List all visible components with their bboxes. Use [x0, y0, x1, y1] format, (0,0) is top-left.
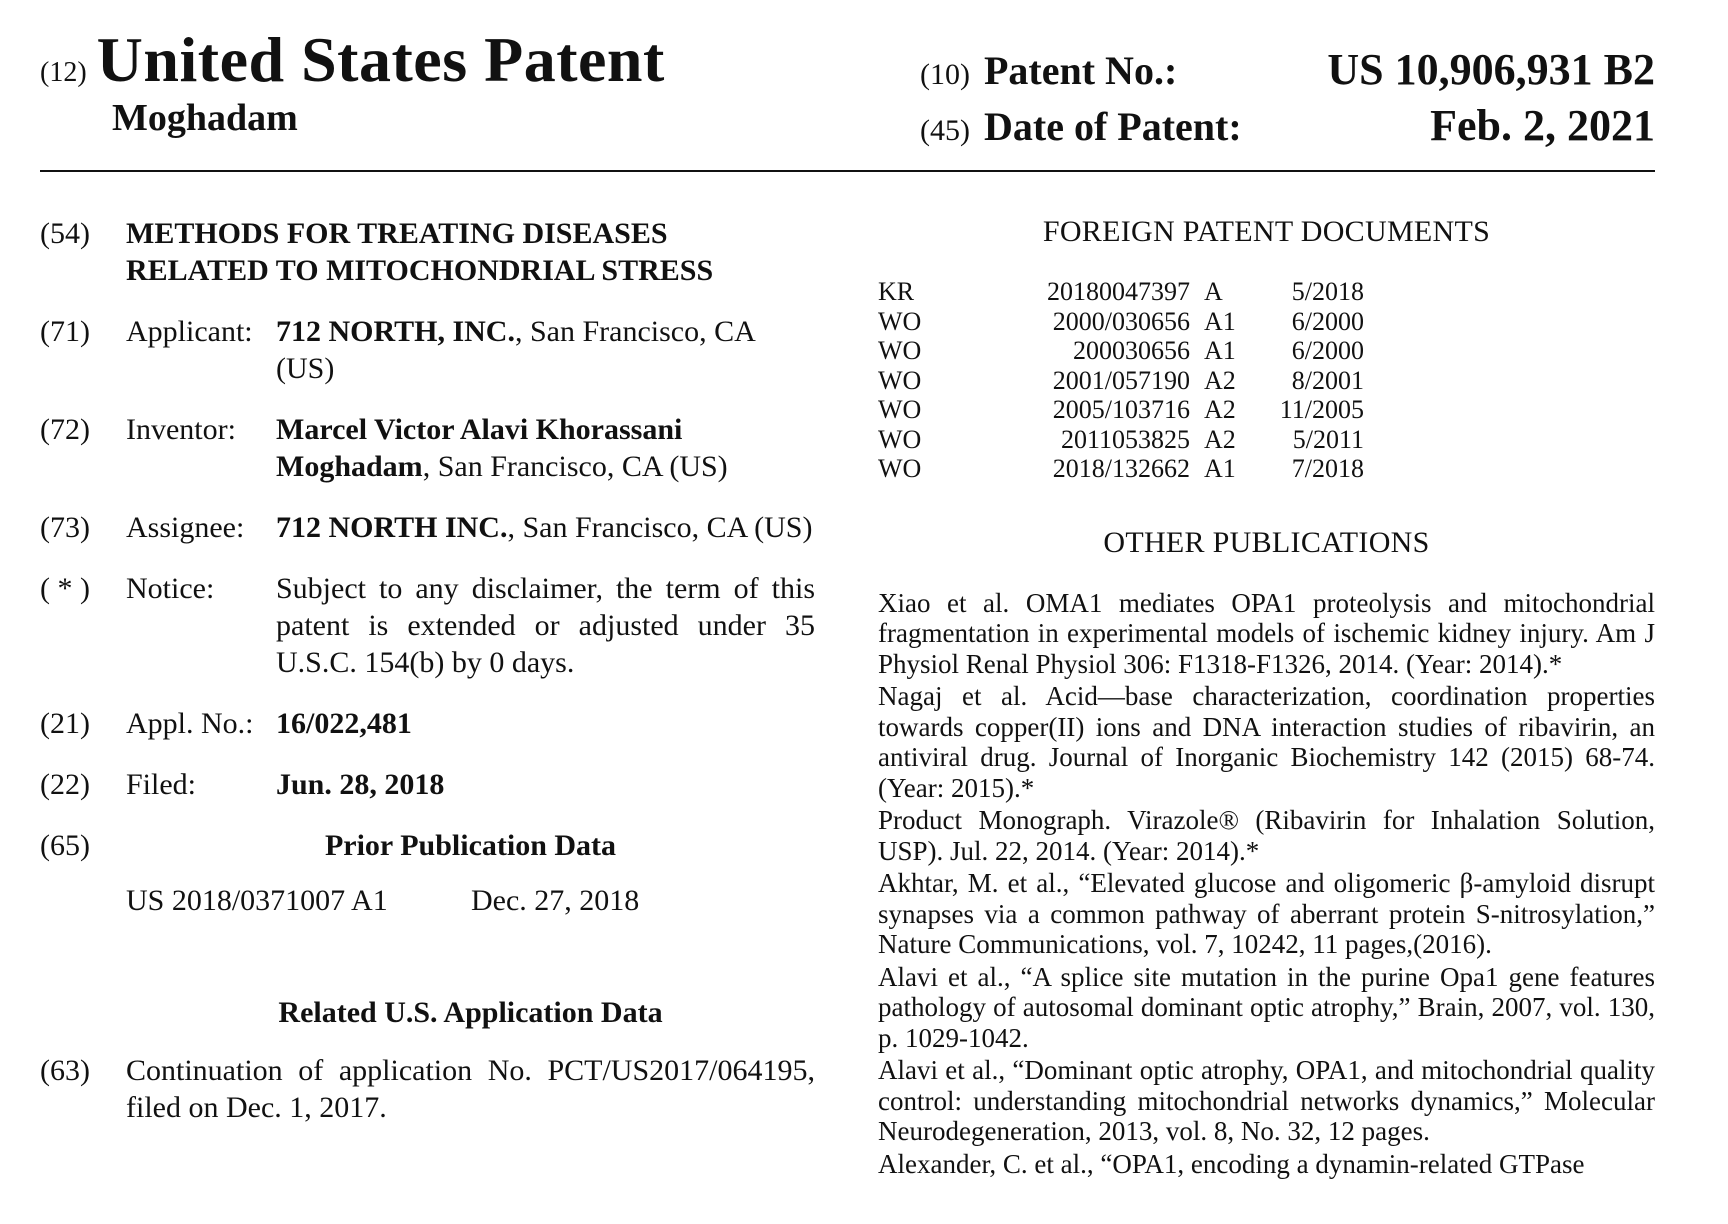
foreign-document-row [878, 277, 1655, 307]
field-label: Notice: [126, 572, 215, 605]
document-number: 2005/103716 [1052, 395, 1190, 424]
inventor-location: , San Francisco, CA (US) [422, 450, 728, 483]
document-country: WO [878, 336, 922, 365]
applicant-name: 712 NORTH, INC. [276, 315, 515, 348]
other-publications-list [878, 588, 1655, 1180]
field-code: (65) [40, 829, 90, 862]
field-code: (54) [40, 217, 90, 250]
assignee-field [40, 509, 815, 546]
field-code: (73) [40, 511, 90, 544]
header-divider [40, 170, 1655, 172]
document-kind: A1 [1204, 454, 1236, 483]
document-country: WO [878, 424, 922, 454]
document-kind: A1 [1204, 336, 1236, 365]
assignee-name: 712 NORTH INC. [276, 511, 508, 544]
notice-field [40, 570, 815, 681]
applicant-location: , San Francisco, CA (US) [276, 315, 755, 385]
continuation-text: Continuation of application No. PCT/US2017/064195, filed on Dec. 1, 2017. [126, 1054, 815, 1124]
document-number: 200030656 [1073, 336, 1190, 365]
document-number: 2000/030656 [1052, 306, 1190, 336]
document-country: WO [878, 306, 922, 336]
foreign-document-row [878, 425, 1655, 455]
foreign-patent-documents-heading: FOREIGN PATENT DOCUMENTS [1042, 215, 1491, 248]
applicant-value [276, 313, 815, 387]
patent-date-row [920, 100, 1655, 156]
patent-type-title: United States Patent [96, 24, 665, 95]
field-code: (72) [40, 413, 90, 446]
continuation-field [40, 1052, 815, 1126]
publication-citation: Alavi et al., “A splice site mutation in the purine Opa1 gene features pathology of autosomal dominant optic atrophy,” Brain, 2007, vol. 130, p. 1029-1042. [878, 961, 1655, 1053]
document-kind: A2 [1204, 424, 1236, 454]
document-kind: A2 [1204, 365, 1236, 395]
field-code: (22) [40, 768, 90, 801]
patent-number: US 10,906,931 B2 [1327, 45, 1655, 94]
field-code: (63) [40, 1054, 90, 1087]
notice-text: Subject to any disclaimer, the term of this patent is extended or adjusted under 35 U.S.C. 154(b) by 0 days. [276, 572, 815, 679]
inventor-value [276, 411, 815, 485]
field-code: ( * ) [40, 572, 90, 605]
other-publications-heading: OTHER PUBLICATIONS [1103, 525, 1430, 559]
foreign-document-row [878, 454, 1655, 484]
bibliographic-column [40, 215, 815, 1150]
document-kind: A1 [1204, 306, 1236, 336]
kind-code: (12) [40, 57, 87, 88]
field-label: Filed: [126, 768, 197, 801]
document-date: 5/2018 [1291, 277, 1364, 306]
patent-date: Feb. 2, 2021 [1430, 101, 1655, 150]
field-label: Assignee: [126, 511, 245, 544]
header-right [920, 44, 1655, 156]
assignee-location: , San Francisco, CA (US) [507, 511, 813, 544]
field-code: (71) [40, 315, 90, 348]
document-kind: A2 [1204, 395, 1236, 424]
patent-number-code: (10) [920, 58, 970, 91]
field-code: (21) [40, 707, 90, 740]
prior-publication-entry [126, 884, 815, 918]
foreign-document-row [878, 307, 1655, 337]
prior-publication-number: US 2018/0371007 A1 [126, 884, 388, 917]
document-number: 2011053825 [1060, 424, 1190, 454]
filed-field [40, 766, 815, 803]
prior-publication-heading: Prior Publication Data [324, 829, 617, 862]
references-column [878, 215, 1655, 1181]
field-label: Inventor: [126, 413, 236, 446]
publication-citation: Product Monograph. Virazole® (Ribavirin for Inhalation Solution, USP). Jul. 22, 2014. (Year: 2014).* [878, 805, 1655, 866]
foreign-patent-documents-table [878, 277, 1655, 484]
patent-date-label: Date of Patent: [983, 104, 1242, 149]
publication-citation: Nagaj et al. Acid—base characterization, coordination properties towards copper(II) ions and DNA interaction studies of ribavirin, an antiviral drug. Journal of Inorganic Biochemistry 142 (2015) 68-74. (Year: 2015).* [878, 681, 1655, 803]
document-date: 5/2011 [1292, 424, 1364, 454]
publication-citation: Akhtar, M. et al., “Elevated glucose and oligomeric β-amyloid disrupt synapses via a common pathway of aberrant protein S-nitrosylation,” Nature Communications, vol. 7, 10242, 11 pages,(2016). [878, 868, 1655, 959]
patent-number-label: Patent No.: [983, 48, 1178, 93]
publication-citation: Alexander, C. et al., “OPA1, encoding a dynamin-related GTPase [878, 1148, 1585, 1179]
prior-publication-date: Dec. 27, 2018 [471, 884, 640, 917]
field-label: Applicant: [126, 315, 253, 348]
document-number: 20180047397 [1047, 277, 1190, 306]
document-date: 11/2005 [1279, 395, 1364, 424]
assignee-value [276, 509, 815, 546]
field-label: Appl. No.: [126, 707, 254, 740]
title-field [40, 215, 815, 289]
invention-title: METHODS FOR TREATING DISEASES RELATED TO MITOCHONDRIAL STRESS [126, 217, 714, 287]
foreign-document-row [878, 395, 1655, 425]
inventor-name: Marcel Victor Alavi Khorassani Moghadam [276, 413, 683, 483]
document-date: 6/2000 [1291, 336, 1364, 365]
document-country: WO [878, 454, 922, 483]
publication-citation: Xiao et al. OMA1 mediates OPA1 proteolysis and mitochondrial fragmentation in experimental models of ischemic kidney injury. Am J Physiol Renal Physiol 306: F1318-F1326, 2014. (Year: 2014).* [878, 587, 1655, 679]
applicant-field [40, 313, 815, 387]
inventor-field [40, 411, 815, 485]
document-date: 6/2000 [1291, 306, 1364, 336]
document-country: KR [878, 277, 915, 306]
document-date: 8/2001 [1291, 365, 1364, 395]
header-inventor: Moghadam [112, 97, 298, 139]
foreign-document-row [878, 366, 1655, 396]
document-number: 2001/057190 [1052, 365, 1190, 395]
document-date: 7/2018 [1291, 454, 1364, 483]
publication-citation: Alavi et al., “Dominant optic atrophy, OPA1, and mitochondrial quality control: understanding mitochondrial networks dynamics,” Molecular Neurodegeneration, 2013, vol. 8, No. 32, 12 pages. [878, 1055, 1655, 1146]
foreign-document-row [878, 336, 1655, 366]
patent-number-row [920, 44, 1655, 100]
document-country: WO [878, 395, 922, 424]
application-number: 16/022,481 [276, 707, 412, 740]
document-country: WO [878, 365, 922, 395]
filed-date: Jun. 28, 2018 [276, 768, 445, 801]
document-kind: A [1204, 277, 1223, 306]
related-application-heading: Related U.S. Application Data [278, 996, 663, 1029]
prior-publication-field [40, 827, 815, 864]
application-number-field [40, 705, 815, 742]
patent-date-code: (45) [920, 114, 970, 147]
document-number: 2018/132662 [1052, 454, 1190, 483]
header-left [40, 24, 665, 140]
